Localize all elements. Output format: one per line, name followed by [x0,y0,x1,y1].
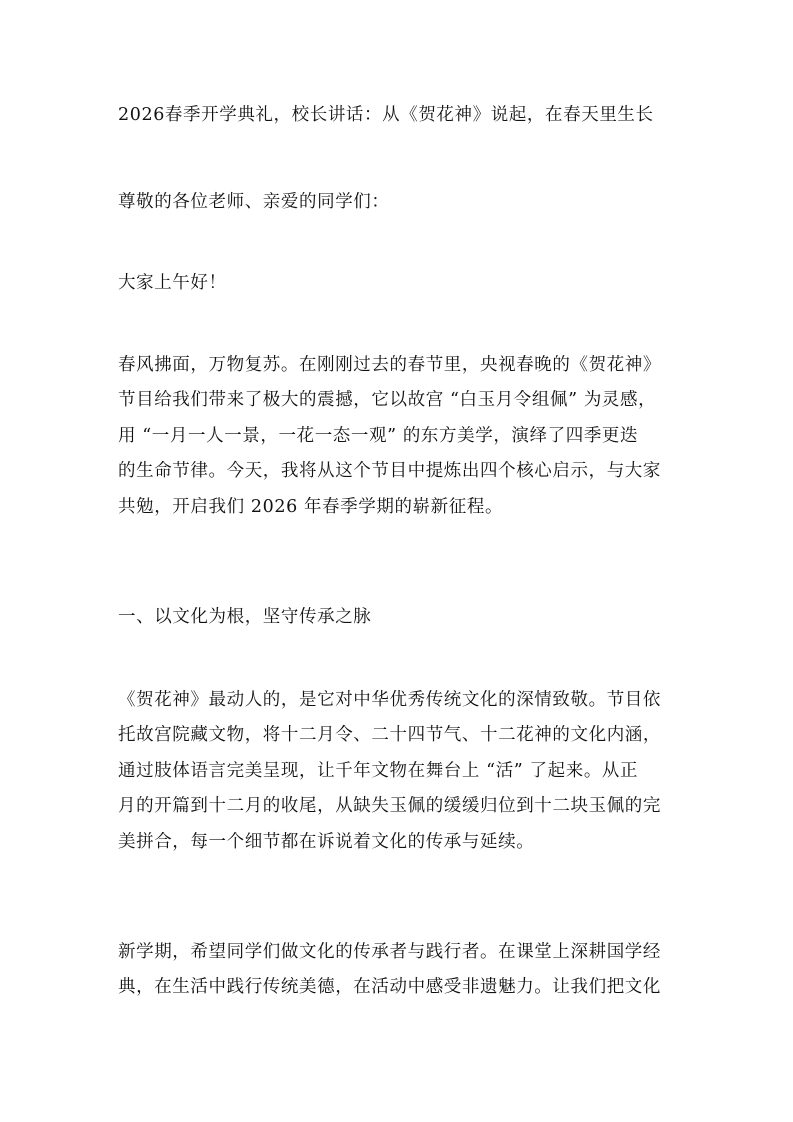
paragraph-line: 用 “一月一人一景，一花一态一观” 的东方美学，演绎了四季更迭 [118,426,639,446]
paragraph-line: 通过肢体语言完美呈现，让千年文物在舞台上 “活” 了起来。从正 [118,761,639,781]
paragraph-line: 新学期，希望同学们做文化的传承者与践行者。在课堂上深耕国学经 [118,942,661,962]
paragraph-line: 美拼合，每一个细节都在诉说着文化的传承与延续。 [118,832,535,852]
paragraph-line: 的生命节律。今天，我将从这个节目中提炼出四个核心启示，与大家 [118,461,661,481]
greeting: 大家上午好！ [118,273,227,293]
paragraph-line: 节目给我们带来了极大的震撼，它以故宫 “白玉月令组佩” 为灵感， [118,390,657,410]
paragraph-line: 共勉，开启我们 2026 年春季学期的崭新征程。 [118,497,504,517]
paragraph-line: 春风拂面，万物复苏。在刚刚过去的春节里，央视春晚的《贺花神》 [118,355,661,375]
document-title: 2026春季开学典礼，校长讲话：从《贺花神》说起，在春天里生长 [118,105,654,125]
paragraph-line: 托故宫院藏文物，将十二月令、二十四节气、十二花神的文化内涵， [118,725,661,745]
paragraph-line: 《贺花神》最动人的，是它对中华优秀传统文化的深情致敬。节目依 [118,690,661,710]
section-heading: 一、以文化为根，坚守传承之脉 [118,607,372,627]
paragraph-line: 典，在生活中践行传统美德，在活动中感受非遗魅力。让我们把文化 [118,977,661,997]
salutation: 尊敬的各位老师、亲爱的同学们： [118,192,390,212]
paragraph-line: 月的开篇到十二月的收尾，从缺失玉佩的缓缓归位到十二块玉佩的完 [118,796,661,816]
